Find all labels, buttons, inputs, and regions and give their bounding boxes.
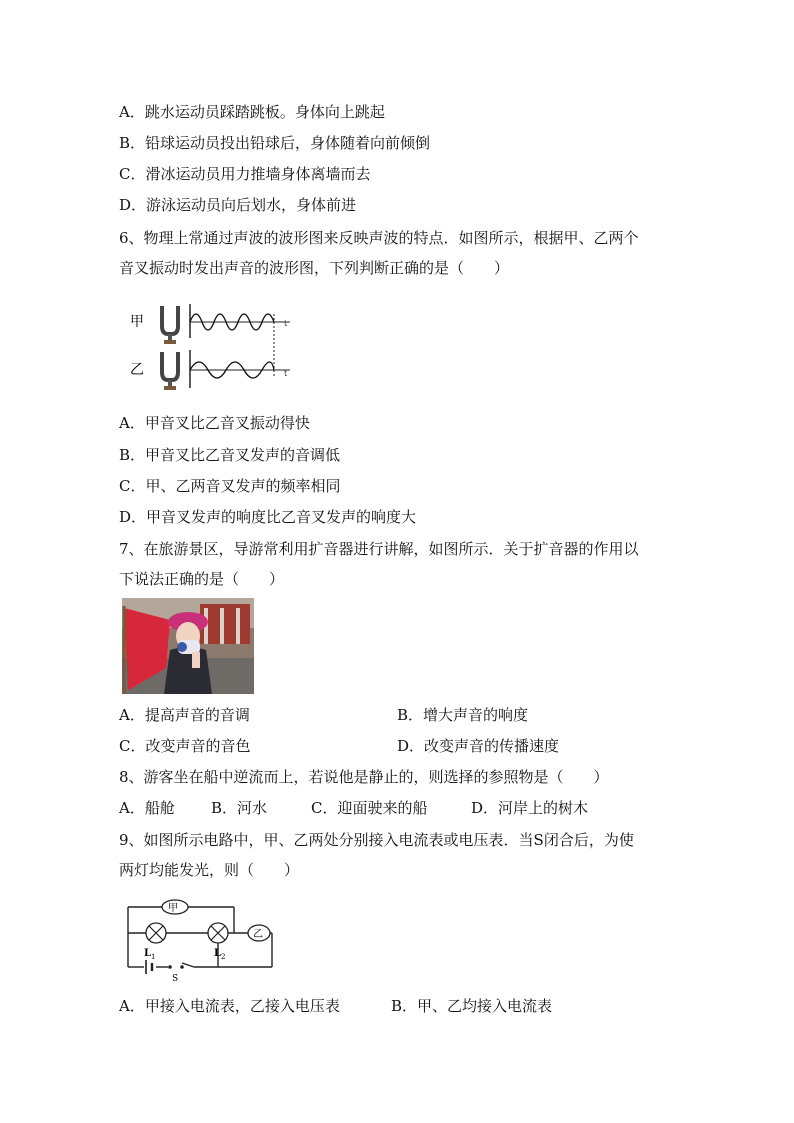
q6-option-c: C．甲、乙两音叉发声的频率相同 xyxy=(119,477,341,495)
q8-option-d: D．河岸上的树木 xyxy=(471,799,589,817)
tour-guide-photo xyxy=(122,598,254,694)
q7-option-b: B．增大声音的响度 xyxy=(397,706,529,724)
q5-option-b: B．铅球运动员投出铅球后，身体随着向前倾倒 xyxy=(119,134,431,152)
q8-option-b: B．河水 xyxy=(211,799,268,817)
q6-option-b: B．甲音叉比乙音叉发声的音调低 xyxy=(119,446,341,464)
q5-option-c: C．滑冰运动员用力推墙身体离墙而去 xyxy=(119,165,371,183)
q7-stem-line2: 下说法正确的是（ ） xyxy=(119,570,285,588)
q5-option-d: D．游泳运动员向后划水，身体前进 xyxy=(119,196,357,214)
lamp-l2-subscript: 2 xyxy=(221,953,226,961)
q7-option-d: D．改变声音的传播速度 xyxy=(397,737,560,755)
q8-option-c: C．迎面驶来的船 xyxy=(311,799,428,817)
battery-icon xyxy=(146,960,152,974)
meter-yi-label: 乙 xyxy=(253,929,263,940)
axis-label-t-a: t xyxy=(284,319,288,328)
q9-stem-line1: 9、如图所示电路中，甲、乙两处分别接入电流表或电压表．当S闭合后，为使 xyxy=(119,831,634,849)
tuning-fork-icon xyxy=(162,352,178,390)
q7-option-a: A．提高声音的音调 xyxy=(119,706,250,724)
q7-option-c: C．改变声音的音色 xyxy=(119,737,251,755)
lamp-l1-label: L xyxy=(144,948,152,959)
tuning-fork-icon xyxy=(162,306,178,344)
meter-jia-label: 甲 xyxy=(168,903,178,914)
q8-stem: 8、游客坐在船中逆流而上，若说他是静止的，则选择的参照物是（ ） xyxy=(119,768,609,786)
switch-icon xyxy=(168,965,184,969)
label-jia: 甲 xyxy=(130,314,144,330)
waveform-figure xyxy=(124,296,304,396)
axis-label-t-b: t xyxy=(284,369,288,378)
q9-stem-line2: 两灯均能发光，则（ ） xyxy=(119,861,300,879)
q9-option-a: A．甲接入电流表，乙接入电压表 xyxy=(119,997,340,1015)
q6-option-a: A．甲音叉比乙音叉振动得快 xyxy=(119,414,310,432)
q7-stem-line1: 7、在旅游景区，导游常利用扩音器进行讲解，如图所示．关于扩音器的作用以 xyxy=(119,540,639,558)
q8-option-a: A．船舱 xyxy=(119,799,175,817)
lamp-l2-label: L xyxy=(214,948,222,959)
label-yi: 乙 xyxy=(130,362,144,378)
q6-stem-line2: 音叉振动时发出声音的波形图，下列判断正确的是（ ） xyxy=(119,259,510,277)
q6-option-d: D．甲音叉发声的响度比乙音叉发声的响度大 xyxy=(119,508,417,526)
q9-option-b: B．甲、乙均接入电流表 xyxy=(391,997,553,1015)
q5-option-a: A．跳水运动员踩踏跳板。身体向上跳起 xyxy=(119,103,385,121)
switch-label: S xyxy=(172,974,179,983)
q6-stem-line1: 6、物理上常通过声波的波形图来反映声波的特点．如图所示，根据甲、乙两个 xyxy=(119,229,639,247)
circuit-diagram xyxy=(122,893,280,983)
lamp-l1-subscript: 1 xyxy=(151,953,156,961)
